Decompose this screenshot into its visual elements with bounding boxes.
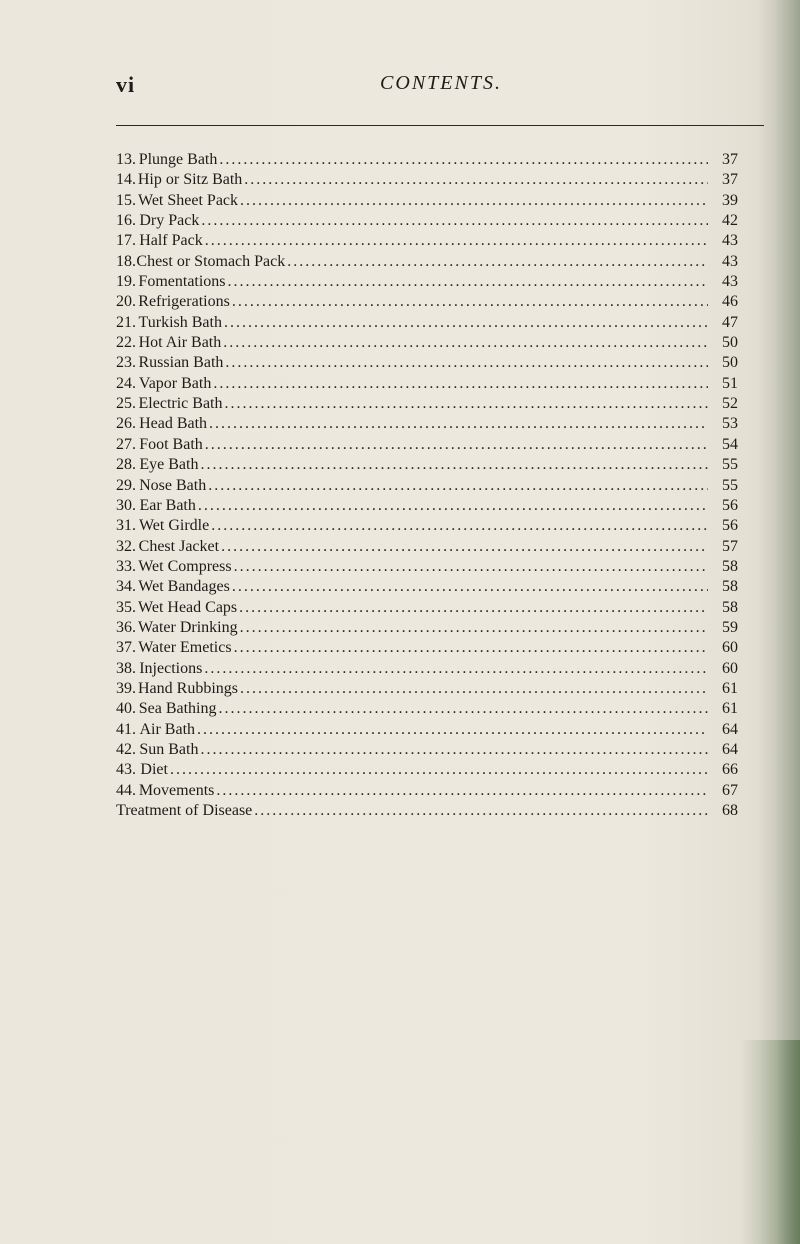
entry-title: Ear Bath [139,496,196,514]
entry-number: 29. [116,476,136,494]
dot-leader [216,781,708,801]
entry-number: 16. [116,212,136,230]
entry-page-number: 68 [722,802,738,819]
entry-number: 39. [116,679,136,697]
entry-title: Chest or Stomach Pack [136,252,286,270]
contents-entry [116,537,738,557]
entry-page-number: 51 [722,374,738,392]
entry-page-number: 60 [722,659,738,677]
dot-leader [205,435,708,455]
entry-title: Hot Air Bath [138,334,222,352]
entry-number: 14. [116,171,136,189]
page-folio: vi [116,72,136,97]
contents-entry [116,618,738,638]
entry-page-number: 59 [722,618,738,636]
dot-leader [205,231,708,251]
entry-number: 42. [116,740,136,758]
entry-number: 25. [116,395,136,413]
entry-title: Movements [138,781,215,799]
entry-number: 44. [116,781,136,799]
entry-number: 32. [116,537,136,555]
entry-title: Sun Bath [139,740,199,758]
header-rule [116,125,764,126]
dot-leader [225,394,709,414]
entry-page-number: 58 [722,578,738,596]
entry-page-number: 53 [722,415,738,433]
entry-title: Water Emetics [138,639,232,657]
entry-number: 17. [116,232,136,250]
dot-leader [209,414,708,434]
entry-number: 24. [116,374,136,392]
entry-number: 23. [116,354,136,372]
contents-entry [116,740,738,760]
dot-leader [219,150,708,170]
entry-page-number: 47 [722,313,738,331]
entry-number: 15. [116,191,136,209]
contents-entry [116,374,738,394]
dot-leader [213,374,708,394]
entry-number: 38. [116,659,136,677]
entry-number: 21. [116,313,136,331]
contents-entry [116,435,738,455]
entry-title: Half Pack [139,232,203,250]
dot-leader [197,720,708,740]
entry-number: 18. [116,252,136,270]
entry-number: 13. [116,151,136,168]
entry-title: Air Bath [139,720,196,738]
contents-entry [116,231,738,251]
contents-entry [116,414,738,434]
contents-entry [116,801,738,821]
dot-leader [232,577,708,597]
page-title: CONTENTS. [380,72,502,94]
dot-leader [223,333,708,353]
entry-page-number: 61 [722,679,738,697]
entry-title: Wet Compress [138,557,232,575]
entry-title: Wet Girdle [138,517,210,535]
entry-number: 40. [116,700,136,718]
dot-leader [239,598,708,618]
dot-leader [287,252,708,272]
dot-leader [240,618,708,638]
contents-entry [116,476,738,496]
contents-entry [116,211,738,231]
entry-page-number: 55 [722,456,738,474]
entry-title: Wet Bandages [138,578,230,596]
entry-number: 31. [116,517,136,535]
entry-number: 37. [116,639,136,657]
entry-title: Sea Bathing [138,700,217,718]
entry-number: 43. [116,761,136,779]
entry-number: 41. [116,720,136,738]
entry-title: Foot Bath [139,435,203,453]
contents-entry [116,353,738,373]
contents-entry [116,170,738,190]
entry-page-number: 66 [722,761,738,779]
entry-number: 28. [116,456,136,474]
entry-title: Refrigerations [138,293,230,311]
entry-page-number: 60 [722,639,738,657]
entry-page-number: 37 [722,151,738,168]
entry-title: Head Bath [139,415,208,433]
entry-number: 26. [116,415,136,433]
dot-leader [219,699,709,719]
contents-entry [116,150,738,170]
dot-leader [221,537,708,557]
entry-title: Turkish Bath [138,313,222,331]
entry-page-number: 61 [722,700,738,718]
contents-entry [116,659,738,679]
entry-page-number: 55 [722,476,738,494]
dot-leader [200,455,708,475]
dot-leader [228,272,708,292]
contents-entry [116,394,738,414]
contents-entry [116,191,738,211]
entry-title: Dry Pack [139,212,200,230]
dot-leader [240,679,708,699]
contents-entry [116,516,738,536]
dot-leader [211,516,708,536]
running-head [116,72,766,102]
contents-entry [116,313,738,333]
contents-entry [116,679,738,699]
entry-page-number: 42 [722,212,738,230]
dot-leader [234,638,708,658]
dot-leader [208,476,708,496]
dot-leader [198,496,708,516]
entry-number: 30. [116,496,136,514]
dot-leader [254,801,708,821]
entry-number: 27. [116,435,136,453]
entry-number: 19. [116,273,136,291]
entry-number: 20. [116,293,136,311]
entry-page-number: 46 [722,293,738,311]
entry-page-number: 50 [722,354,738,372]
contents-list [116,150,738,821]
entry-number: 36. [116,618,136,636]
entry-title: Vapor Bath [138,374,212,392]
contents-entry [116,496,738,516]
entry-page-number: 50 [722,334,738,352]
entry-title: Wet Head Caps [138,598,238,616]
entry-number: 33. [116,557,136,575]
page-corner-shadow [740,1040,800,1244]
entry-page-number: 64 [722,720,738,738]
entry-title: Fomentations [138,273,226,291]
entry-title: Treatment of Disease [116,802,253,819]
entry-number: 35. [116,598,136,616]
entry-title: Hip or Sitz Bath [137,171,243,189]
dot-leader [201,211,708,231]
entry-page-number: 54 [722,435,738,453]
entry-page-number: 39 [722,191,738,209]
entry-title: Electric Bath [138,395,223,413]
entry-page-number: 56 [722,496,738,514]
entry-page-number: 58 [722,557,738,575]
contents-entry [116,699,738,719]
contents-entry [116,292,738,312]
entry-title: Injections [139,659,203,677]
dot-leader [225,353,708,373]
entry-page-number: 43 [722,232,738,250]
contents-entry [116,557,738,577]
entry-title: Eye Bath [139,456,199,474]
dot-leader [240,191,708,211]
contents-entry [116,638,738,658]
entry-page-number: 52 [722,395,738,413]
dot-leader [204,659,708,679]
entry-page-number: 67 [722,781,738,799]
entry-title: Water Drinking [138,618,238,636]
dot-leader [224,313,708,333]
contents-entry [116,455,738,475]
entry-number: 22. [116,334,136,352]
entry-page-number: 64 [722,740,738,758]
dot-leader [234,557,708,577]
contents-entry [116,252,738,272]
entry-title: Nose Bath [139,476,207,494]
entry-number: 34. [116,578,136,596]
dot-leader [232,292,708,312]
contents-entry [116,272,738,292]
contents-entry [116,781,738,801]
entry-title: Russian Bath [138,354,224,372]
contents-entry [116,720,738,740]
entry-title: Diet [140,761,168,779]
entry-page-number: 57 [722,537,738,555]
entry-title: Chest Jacket [138,537,220,555]
entry-page-number: 43 [722,252,738,270]
entry-page-number: 43 [722,273,738,291]
entry-page-number: 37 [722,171,738,189]
entry-page-number: 56 [722,517,738,535]
dot-leader [200,740,708,760]
contents-entry [116,333,738,353]
contents-entry [116,577,738,597]
entry-title: Wet Sheet Pack [138,191,239,209]
entry-title: Hand Rubbings [138,679,238,697]
dot-leader [244,170,708,190]
entry-page-number: 58 [722,598,738,616]
contents-entry [116,760,738,780]
entry-title: Plunge Bath [138,151,218,168]
dot-leader [170,760,708,780]
contents-entry [116,598,738,618]
